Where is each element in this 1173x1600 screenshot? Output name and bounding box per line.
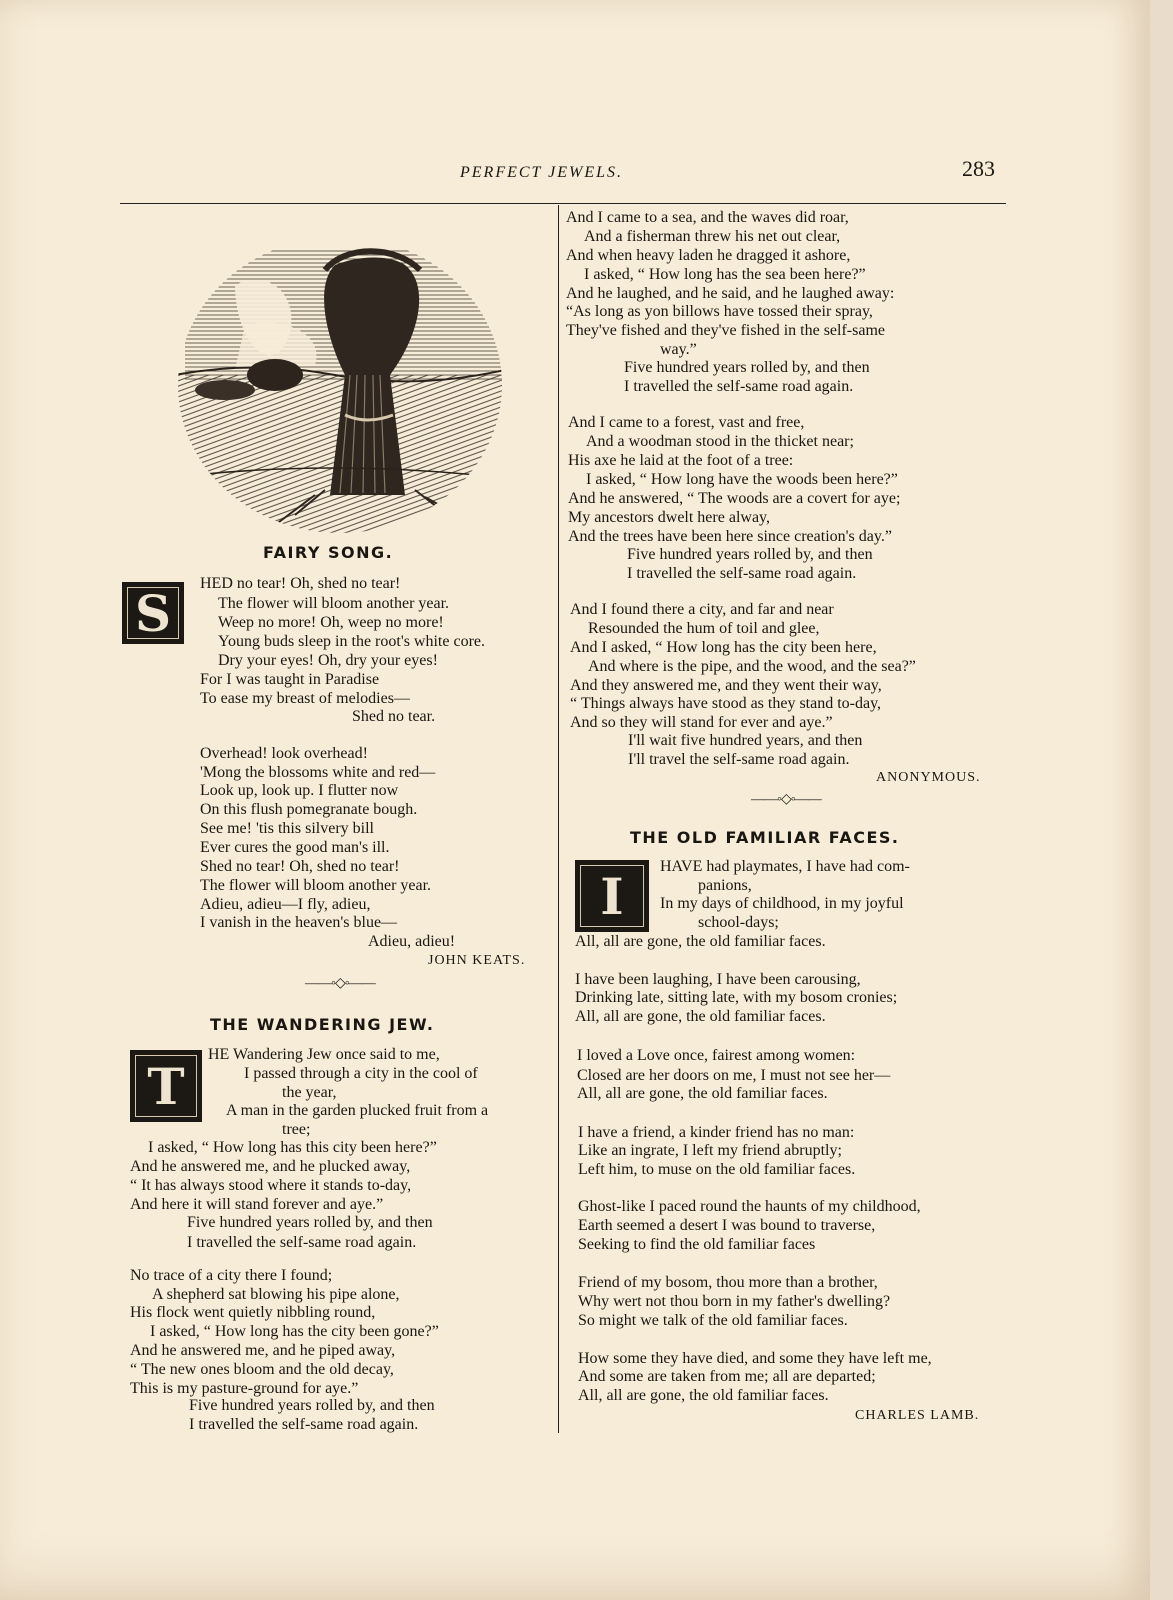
drop-cap-t xyxy=(130,1050,202,1122)
poem-line: Ever cures the good man's ill. xyxy=(200,839,390,856)
poem-line: And I came to a forest, vast and free, xyxy=(568,414,805,431)
poem-line: I travelled the self-same road again. xyxy=(187,1234,417,1251)
poem-line: A shepherd sat blowing his pipe alone, xyxy=(152,1286,400,1303)
poem-line: HED no tear! Oh, shed no tear! xyxy=(200,575,401,592)
poem-line: I asked, “ How long has the city been gone?” xyxy=(150,1323,439,1340)
poem-line: Friend of my bosom, thou more than a brother, xyxy=(578,1274,878,1291)
poem-line: A man in the garden plucked fruit from a xyxy=(226,1102,489,1119)
poem-line: Left him, to muse on the old familiar faces. xyxy=(578,1161,856,1178)
poem-line: I'll wait five hundred years, and then xyxy=(628,732,863,749)
wheat-sheaf-illustration xyxy=(175,225,505,535)
poem-line: And a fisherman threw his net out clear, xyxy=(584,228,841,245)
poem-line: All, all are gone, the old familiar faces. xyxy=(575,933,826,950)
poem-line: Ghost-like I paced round the haunts of my childhood, xyxy=(578,1198,921,1215)
poem-line: I'll travel the self-same road again. xyxy=(628,751,850,768)
poem-line: Young buds sleep in the root's white core. xyxy=(218,633,486,650)
poem-line: school-days; xyxy=(698,914,779,931)
drop-cap-letter: S xyxy=(127,587,179,639)
poem-line: And I found there a city, and far and near xyxy=(570,601,834,618)
poem-line: HE Wandering Jew once said to me, xyxy=(208,1046,440,1063)
poem-line: I travelled the self-same road again. xyxy=(627,565,857,582)
poem-line: Five hundred years rolled by, and then xyxy=(624,359,870,376)
poem-line: the year, xyxy=(282,1084,337,1101)
poem-line: And he answered me, and he plucked away, xyxy=(130,1158,411,1175)
author-keats: JOHN KEATS. xyxy=(428,953,526,968)
poem-line: And where is the pipe, and the wood, and the sea?” xyxy=(588,658,916,675)
poem-line: Five hundred years rolled by, and then xyxy=(627,546,873,563)
poem-line: And the trees have been here since creation's day.” xyxy=(568,528,892,545)
poem-line: I asked, “ How long has this city been here?” xyxy=(148,1139,437,1156)
poem-line: All, all are gone, the old familiar faces. xyxy=(578,1387,829,1404)
poem-line: Resounded the hum of toil and glee, xyxy=(588,620,820,637)
author-lamb: CHARLES LAMB. xyxy=(855,1408,980,1423)
poem-line: Adieu, adieu—I fly, adieu, xyxy=(200,896,371,913)
poem-line: Shed no tear! Oh, shed no tear! xyxy=(200,858,400,875)
poem-line: The flower will bloom another year. xyxy=(200,877,432,894)
poem-line: And he answered, “ The woods are a covert for aye; xyxy=(568,490,901,507)
poem-line: Look up, look up. I flutter now xyxy=(200,782,399,799)
poem-line: No trace of a city there I found; xyxy=(130,1267,333,1284)
section-ornament: ——◦◇◦—— xyxy=(751,792,821,807)
drop-cap-s xyxy=(122,582,184,644)
poem-line: And here it will stand forever and aye.” xyxy=(130,1196,384,1213)
poem-line: Earth seemed a desert I was bound to traverse, xyxy=(578,1217,876,1234)
poem-line: 'Mong the blossoms white and red— xyxy=(200,764,436,781)
poem-line: I have been laughing, I have been carousing, xyxy=(575,971,861,988)
running-head: PERFECT JEWELS. xyxy=(460,164,624,181)
poem-line: panions, xyxy=(698,877,752,894)
poem-line: I travelled the self-same road again. xyxy=(624,378,854,395)
poem-line: Weep no more! Oh, weep no more! xyxy=(218,614,444,631)
poem-line: Overhead! look overhead! xyxy=(200,745,368,762)
poem-line: I asked, “ How long have the woods been here?” xyxy=(586,471,898,488)
poem-line: Dry your eyes! Oh, dry your eyes! xyxy=(218,652,438,669)
poem-line: way.” xyxy=(660,341,697,358)
drop-cap-letter: I xyxy=(580,865,644,927)
poem-line: So might we talk of the old familiar faces. xyxy=(578,1312,848,1329)
poem-line: And when heavy laden he dragged it ashore, xyxy=(566,247,851,264)
drop-cap-letter: T xyxy=(135,1055,197,1117)
poem-line: Drinking late, sitting late, with my bosom cronies; xyxy=(575,989,898,1006)
wandering-jew-title: THE WANDERING JEW. xyxy=(210,1015,435,1034)
old-faces-title: THE OLD FAMILIAR FACES. xyxy=(630,828,900,847)
poem-line: To ease my breast of melodies— xyxy=(200,690,410,707)
poem-line: I loved a Love once, fairest among women: xyxy=(577,1047,856,1064)
poem-line: Closed are her doors on me, I must not see her— xyxy=(577,1067,891,1084)
poem-line: I asked, “ How long has the sea been here?” xyxy=(584,266,866,283)
poem-line: I travelled the self-same road again. xyxy=(189,1416,419,1433)
poem-line: And he answered me, and he piped away, xyxy=(130,1342,396,1359)
poem-line: On this flush pomegranate bough. xyxy=(200,801,418,818)
poem-line: “ The new ones bloom and the old decay, xyxy=(130,1361,394,1378)
poem-line: Like an ingrate, I left my friend abruptly; xyxy=(578,1142,842,1159)
poem-line: And some are taken from me; all are departed; xyxy=(578,1368,876,1385)
section-ornament: ——◦◇◦—— xyxy=(305,976,375,991)
poem-line: Why wert not thou born in my father's dwelling? xyxy=(578,1293,891,1310)
author-anonymous: ANONYMOUS. xyxy=(876,770,981,785)
poem-line: The flower will bloom another year. xyxy=(218,595,450,612)
column-rule xyxy=(558,205,559,1433)
poem-line: His flock went quietly nibbling round, xyxy=(130,1304,376,1321)
page-number: 283 xyxy=(962,156,995,181)
poem-line: “ Things always have stood as they stand to-day, xyxy=(570,695,882,712)
poem-line: They've fished and they've fished in the self-same xyxy=(566,322,885,339)
poem-line: His axe he laid at the foot of a tree: xyxy=(568,452,794,469)
poem-line: “As long as yon billows have tossed their spray, xyxy=(566,303,873,320)
poem-line: I passed through a city in the cool of xyxy=(244,1065,478,1082)
poem-line: All, all are gone, the old familiar faces. xyxy=(575,1008,826,1025)
page-edge xyxy=(1150,0,1173,1600)
poem-line: All, all are gone, the old familiar faces. xyxy=(577,1085,828,1102)
fairy-song-title: FAIRY SONG. xyxy=(263,543,394,562)
poem-line: Shed no tear. xyxy=(352,708,436,725)
poem-line: And they answered me, and they went their way, xyxy=(570,677,882,694)
poem-line: Five hundred years rolled by, and then xyxy=(189,1397,435,1414)
poem-line: I vanish in the heaven's blue— xyxy=(200,914,398,931)
poem-line: And so they will stand for ever and aye.” xyxy=(570,714,833,731)
poem-line: In my days of childhood, in my joyful xyxy=(660,895,904,912)
poem-line: And I asked, “ How long has the city been here, xyxy=(570,639,877,656)
poem-line: See me! 'tis this silvery bill xyxy=(200,820,374,837)
poem-line: I have a friend, a kinder friend has no man: xyxy=(578,1124,855,1141)
poem-line: Five hundred years rolled by, and then xyxy=(187,1214,433,1231)
poem-line: HAVE had playmates, I have had com- xyxy=(660,858,910,875)
poem-line: tree; xyxy=(282,1121,311,1138)
poem-line: And I came to a sea, and the waves did roar, xyxy=(566,209,849,226)
poem-line: Seeking to find the old familiar faces xyxy=(578,1236,816,1253)
poem-line: How some they have died, and some they have left me, xyxy=(578,1350,932,1367)
drop-cap-i xyxy=(575,860,649,932)
poem-line: My ancestors dwelt here alway, xyxy=(568,509,770,526)
poem-line: And he laughed, and he said, and he laughed away: xyxy=(566,285,895,302)
header-rule xyxy=(120,203,1006,204)
poem-line: This is my pasture-ground for aye.” xyxy=(130,1380,359,1397)
poem-line: For I was taught in Paradise xyxy=(200,671,380,688)
poem-line: “ It has always stood where it stands to-day, xyxy=(130,1177,412,1194)
poem-line: And a woodman stood in the thicket near; xyxy=(586,433,854,450)
poem-line: Adieu, adieu! xyxy=(368,933,456,950)
